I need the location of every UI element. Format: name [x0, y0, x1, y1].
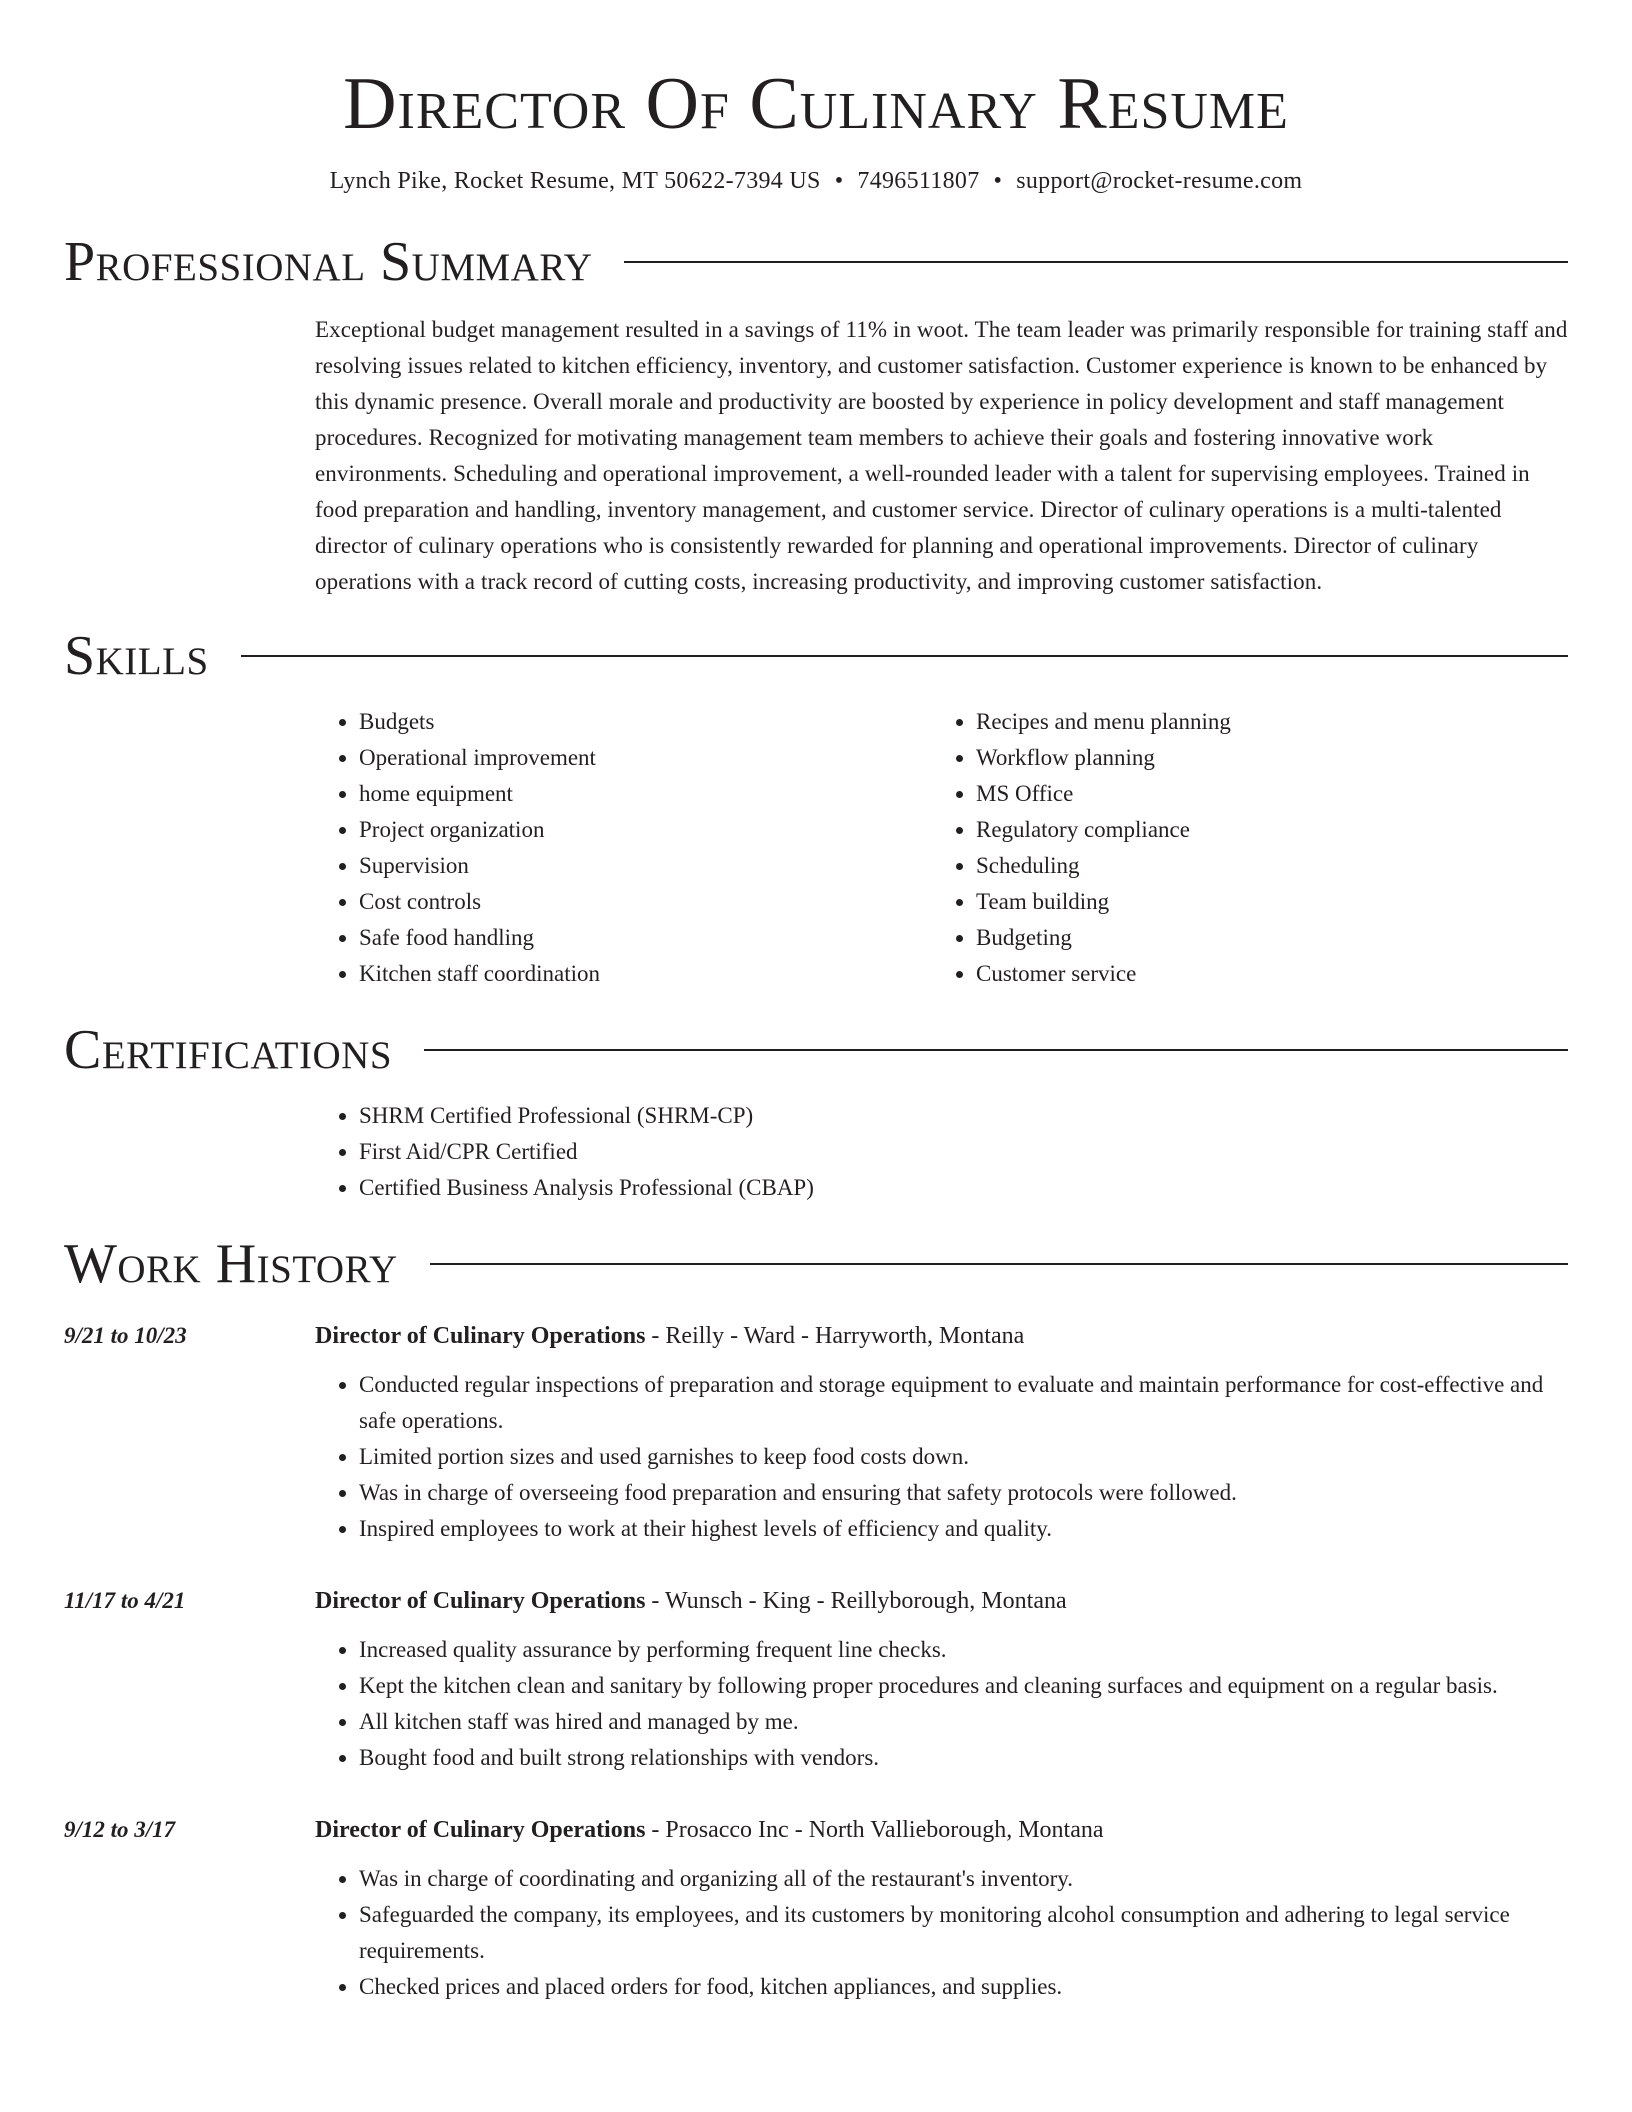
job-entry — [64, 1812, 1568, 2005]
job-bullet: • Kept the kitchen clean and sanitary by following proper procedures and cleaning surfaces and equipment on a regular basis. — [359, 1668, 1568, 1704]
skills-grid — [315, 704, 1568, 992]
job-entry — [64, 1583, 1568, 1776]
contact-separator: • — [993, 168, 1003, 194]
skill-item: • Workflow planning — [976, 740, 1549, 776]
job-heading — [315, 1318, 1568, 1354]
skill-item: • Budgeting — [976, 920, 1549, 956]
skill-item: • Scheduling — [976, 848, 1549, 884]
skill-item: • Budgets — [359, 704, 932, 740]
certifications-list — [315, 1098, 1568, 1206]
skill-item: • Safe food handling — [359, 920, 932, 956]
skill-item: • Kitchen staff coordination — [359, 956, 932, 992]
job-body — [315, 1583, 1568, 1776]
skill-item: • Customer service — [976, 956, 1549, 992]
skill-item: • Project organization — [359, 812, 932, 848]
resume-title: Director Of Culinary Resume — [343, 63, 1289, 145]
work-section-header — [64, 1232, 1568, 1296]
summary-text: Exceptional budget management resulted in a savings of 11% in woot. The team leader was primarily responsible for training staff and resolving issues related to kitchen efficiency, inventory, and customer satisfaction. Customer experience is known to be enhanced by this dynamic presence. Overall morale and productivity are boosted by experience in policy development and staff management procedures. Recognized for motivating management team members to achieve their goals and fostering innovative work environments. Scheduling and operational improvement, a well-rounded leader with a talent for supervising employees. Trained in food preparation and handling, inventory management, and customer service. Director of culinary operations is a multi-talented director of culinary operations who is consistently rewarded for planning and operational improvements. Director of culinary operations with a track record of cutting costs, increasing productivity, and improving customer satisfaction. — [315, 317, 1568, 594]
skills-list-left — [315, 704, 932, 992]
skill-item: • home equipment — [359, 776, 932, 812]
summary-section-header — [64, 230, 1568, 294]
skill-item: • Team building — [976, 884, 1549, 920]
job-bullet: • Was in charge of coordinating and organizing all of the restaurant's inventory. — [359, 1861, 1568, 1897]
contact-email[interactable]: support@rocket-resume.com — [1016, 168, 1303, 194]
work-history-list — [64, 1318, 1568, 2005]
job-entry — [64, 1318, 1568, 1547]
job-employer: - Wunsch - King - Reillyborough, Montana — [645, 1588, 1067, 1614]
skill-item: • Recipes and menu planning — [976, 704, 1549, 740]
skills-list-right — [932, 704, 1549, 992]
job-dates: 11/17 to 4/21 — [64, 1588, 186, 1613]
contact-separator: • — [834, 168, 844, 194]
certification-item: • Certified Business Analysis Professional (CBAP) — [359, 1170, 1568, 1206]
skill-item: • Supervision — [359, 848, 932, 884]
summary-heading: Professional Summary — [64, 231, 593, 293]
skill-item: • Cost controls — [359, 884, 932, 920]
job-bullet: • All kitchen staff was hired and managed by me. — [359, 1704, 1568, 1740]
job-bullet: • Inspired employees to work at their highest levels of efficiency and quality. — [359, 1511, 1568, 1547]
skills-heading: Skills — [64, 625, 209, 687]
certifications-heading: Certifications — [64, 1019, 393, 1081]
job-bullets — [315, 1367, 1568, 1547]
job-heading — [315, 1583, 1568, 1619]
contact-phone: 7496511807 — [857, 168, 980, 194]
job-bullet: • Limited portion sizes and used garnishes to keep food costs down. — [359, 1439, 1568, 1475]
job-body — [315, 1318, 1568, 1547]
section-divider — [624, 261, 1568, 263]
job-bullet: • Conducted regular inspections of preparation and storage equipment to evaluate and maintain performance for cost-effective and safe operations. — [359, 1367, 1568, 1439]
job-bullet: • Bought food and built strong relationships with vendors. — [359, 1740, 1568, 1776]
job-bullets — [315, 1861, 1568, 2005]
job-bullet: • Increased quality assurance by performing frequent line checks. — [359, 1632, 1568, 1668]
job-bullet: • Checked prices and placed orders for food, kitchen appliances, and supplies. — [359, 1969, 1568, 2005]
skill-item: • MS Office — [976, 776, 1549, 812]
job-dates: 9/21 to 10/23 — [64, 1323, 187, 1348]
section-divider — [430, 1263, 1568, 1265]
work-heading: Work History — [64, 1233, 398, 1295]
contact-address: Lynch Pike, Rocket Resume, MT 50622-7394 US — [329, 168, 821, 194]
certification-item: • SHRM Certified Professional (SHRM-CP) — [359, 1098, 1568, 1134]
section-divider — [424, 1049, 1568, 1051]
job-dates: 9/12 to 3/17 — [64, 1817, 176, 1842]
skills-section-header — [64, 624, 1568, 688]
job-title: Director of Culinary Operations — [315, 1588, 646, 1614]
job-bullet: • Safeguarded the company, its employees, and its customers by monitoring alcohol consumption and adhering to legal service requirements. — [359, 1897, 1568, 1969]
certification-item: • First Aid/CPR Certified — [359, 1134, 1568, 1170]
job-heading — [315, 1812, 1568, 1848]
skill-item: • Operational improvement — [359, 740, 932, 776]
job-bullets — [315, 1632, 1568, 1776]
job-employer: - Prosacco Inc - North Vallieborough, Montana — [645, 1817, 1104, 1843]
job-body — [315, 1812, 1568, 2005]
resume-page — [64, 0, 1568, 2005]
job-title: Director of Culinary Operations — [315, 1323, 646, 1349]
skill-item: • Regulatory compliance — [976, 812, 1549, 848]
section-divider — [241, 655, 1568, 657]
certifications-section-header — [64, 1018, 1568, 1082]
job-title: Director of Culinary Operations — [315, 1817, 646, 1843]
job-bullet: • Was in charge of overseeing food preparation and ensuring that safety protocols were followed. — [359, 1475, 1568, 1511]
job-employer: - Reilly - Ward - Harryworth, Montana — [645, 1323, 1025, 1349]
contact-line — [64, 164, 1568, 198]
